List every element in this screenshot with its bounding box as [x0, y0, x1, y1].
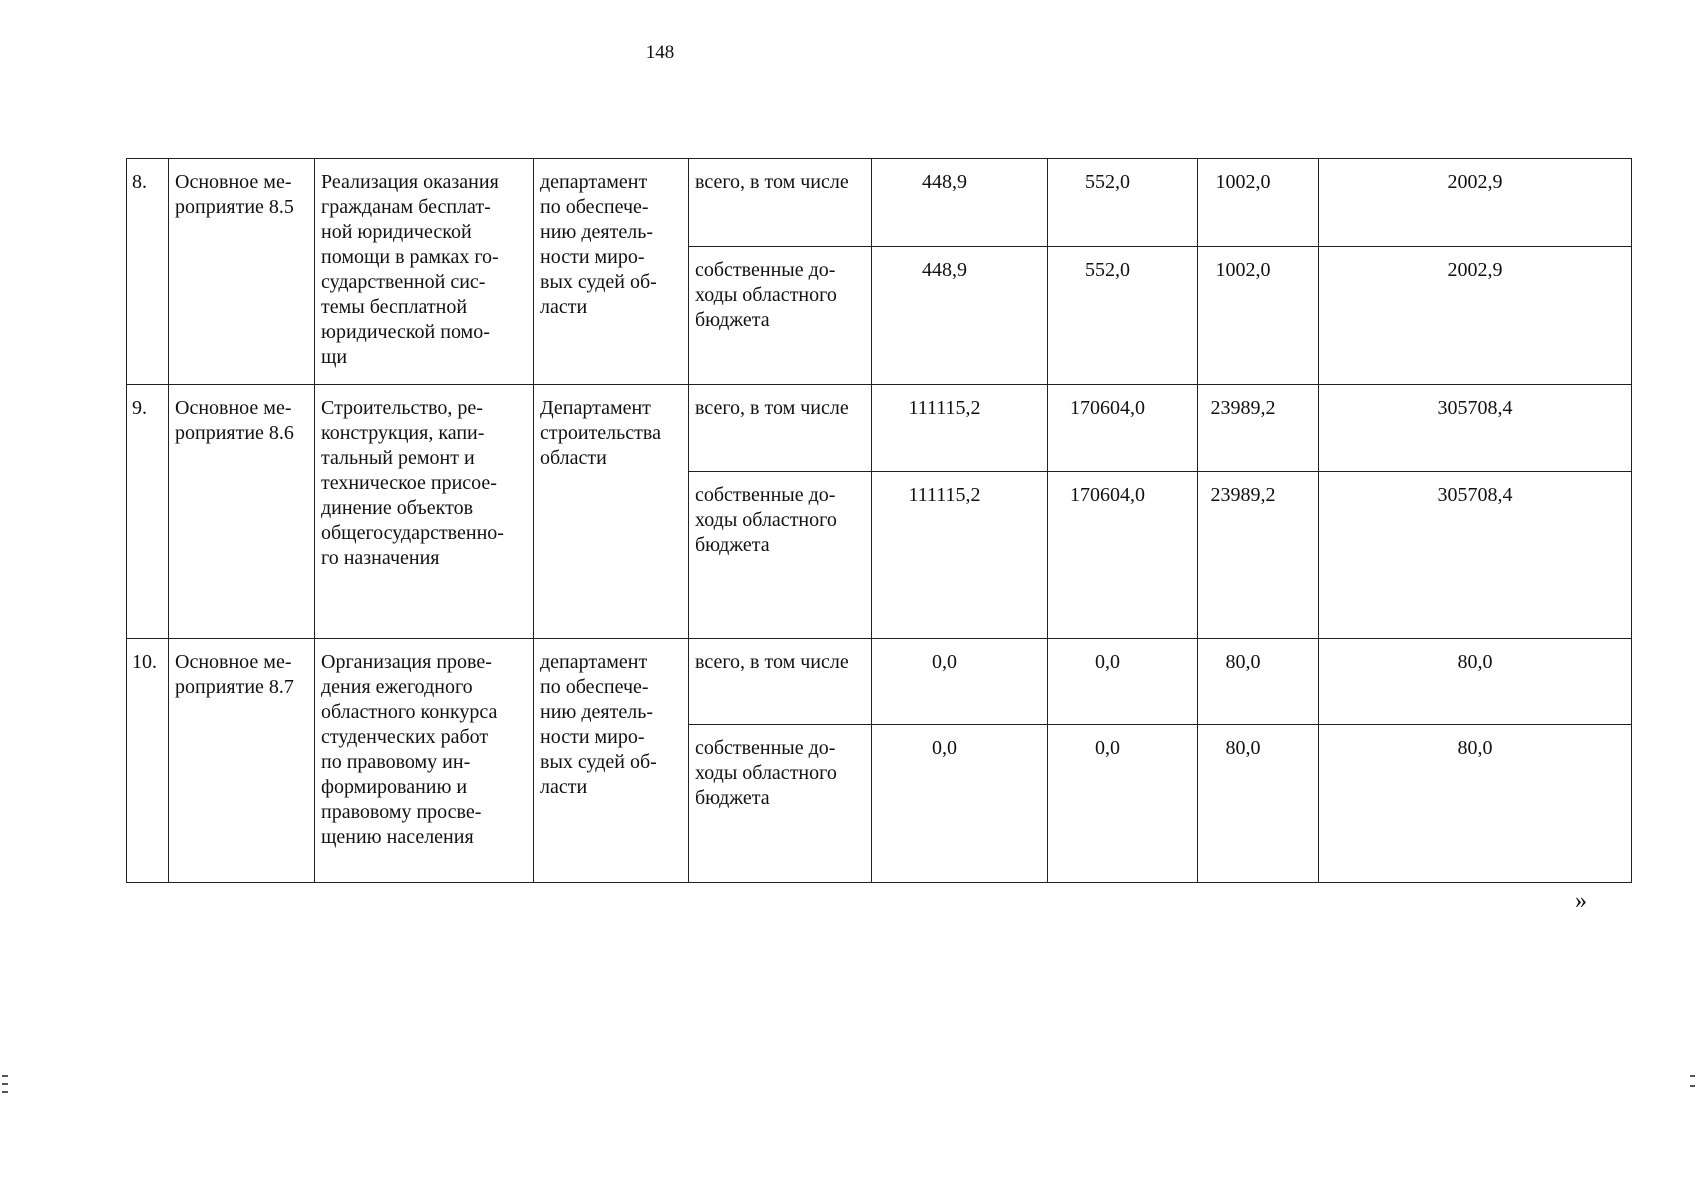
value-cell: 1002,0: [1198, 247, 1319, 385]
page-number: 148: [645, 42, 675, 63]
row-number: 8.: [127, 159, 169, 385]
funding-source: собственные до- ходы областного бюджета: [689, 725, 872, 883]
value-cell: 0,0: [1048, 725, 1198, 883]
event-description: Строительство, ре- конструкция, капи- тальный ремонт и техническое присое- динение объектов общегосударственно- го назначения: [315, 385, 534, 639]
value-cell: 23989,2: [1198, 472, 1319, 639]
value-cell: 0,0: [872, 639, 1048, 725]
executor: департамент по обеспече- нию деятель- ности миро- вых судей об- ласти: [534, 639, 689, 883]
executor: департамент по обеспече- нию деятель- ности миро- вых судей об- ласти: [534, 159, 689, 385]
event-name: Основное ме- роприятие 8.5: [169, 159, 315, 385]
row-number: 9.: [127, 385, 169, 639]
funding-source: собственные до- ходы областного бюджета: [689, 247, 872, 385]
total-cell: 305708,4: [1319, 385, 1632, 472]
total-cell: 305708,4: [1319, 472, 1632, 639]
value-cell: 111115,2: [872, 385, 1048, 472]
funding-source: собственные до- ходы областного бюджета: [689, 472, 872, 639]
total-cell: 80,0: [1319, 725, 1632, 883]
table-row: [127, 639, 1632, 725]
scan-mark-right: [1690, 1085, 1695, 1087]
event-description: Реализация оказания гражданам бесплат- ной юридической помощи в рамках го- сударственной сис- темы бесплатной юридической помо- щи: [315, 159, 534, 385]
scan-mark-left: [2, 1091, 8, 1093]
value-cell: 111115,2: [872, 472, 1048, 639]
event-description: Организация прове- дения ежегодного областного конкурса студенческих работ по правовому ин- формированию и правовому просве- щению населения: [315, 639, 534, 883]
total-cell: 2002,9: [1319, 247, 1632, 385]
funding-source: всего, в том числе: [689, 639, 872, 725]
scan-mark-left: [2, 1083, 8, 1085]
value-cell: 448,9: [872, 247, 1048, 385]
event-name: Основное ме- роприятие 8.7: [169, 639, 315, 883]
value-cell: 0,0: [1048, 639, 1198, 725]
value-cell: 1002,0: [1198, 159, 1319, 247]
event-name: Основное ме- роприятие 8.6: [169, 385, 315, 639]
table-row: [127, 159, 1632, 247]
value-cell: 80,0: [1198, 725, 1319, 883]
budget-table: [126, 158, 1632, 883]
value-cell: 552,0: [1048, 247, 1198, 385]
executor: Департамент строительства области: [534, 385, 689, 639]
total-cell: 2002,9: [1319, 159, 1632, 247]
value-cell: 448,9: [872, 159, 1048, 247]
value-cell: 170604,0: [1048, 472, 1198, 639]
value-cell: 0,0: [872, 725, 1048, 883]
scan-mark-right: [1690, 1075, 1695, 1077]
value-cell: 80,0: [1198, 639, 1319, 725]
value-cell: 552,0: [1048, 159, 1198, 247]
value-cell: 170604,0: [1048, 385, 1198, 472]
row-number: 10.: [127, 639, 169, 883]
funding-source: всего, в том числе: [689, 385, 872, 472]
closing-quote: »: [1575, 888, 1587, 914]
scan-mark-left: [2, 1075, 8, 1077]
table-row: [127, 385, 1632, 472]
funding-source: всего, в том числе: [689, 159, 872, 247]
total-cell: 80,0: [1319, 639, 1632, 725]
value-cell: 23989,2: [1198, 385, 1319, 472]
